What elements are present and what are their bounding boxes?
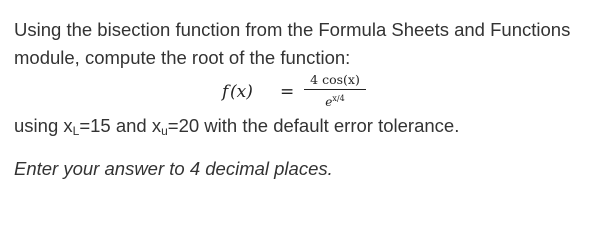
equation-fraction (304, 72, 366, 109)
equation-numerator: 4 cos(x) (310, 72, 360, 87)
answer-instruction: Enter your answer to 4 decimal places. (14, 158, 333, 179)
lower-bound-subscript: L (72, 124, 80, 138)
lower-bound-text: =15 and x (79, 115, 162, 136)
question-text-line-1: Using the bisection function from the Formula Sheets and Functions (14, 19, 571, 40)
equation-function-argument: (x) (230, 82, 253, 102)
question-text-line-2: module, compute the root of the function: (14, 47, 351, 68)
bounds-prefix: using x (14, 115, 73, 136)
question-text-line-3 (14, 114, 459, 143)
fraction-bar (304, 89, 366, 90)
equation-function-name: f (222, 82, 229, 102)
denominator-exponent: x/4 (332, 94, 345, 103)
denominator-base: e (325, 95, 333, 109)
upper-bound-text: =20 with the default error tolerance. (167, 115, 460, 136)
equation-denominator (304, 92, 366, 109)
equation-equals-sign: = (280, 82, 295, 102)
equation-lhs (222, 82, 253, 102)
upper-bound-subscript: u (161, 124, 168, 138)
